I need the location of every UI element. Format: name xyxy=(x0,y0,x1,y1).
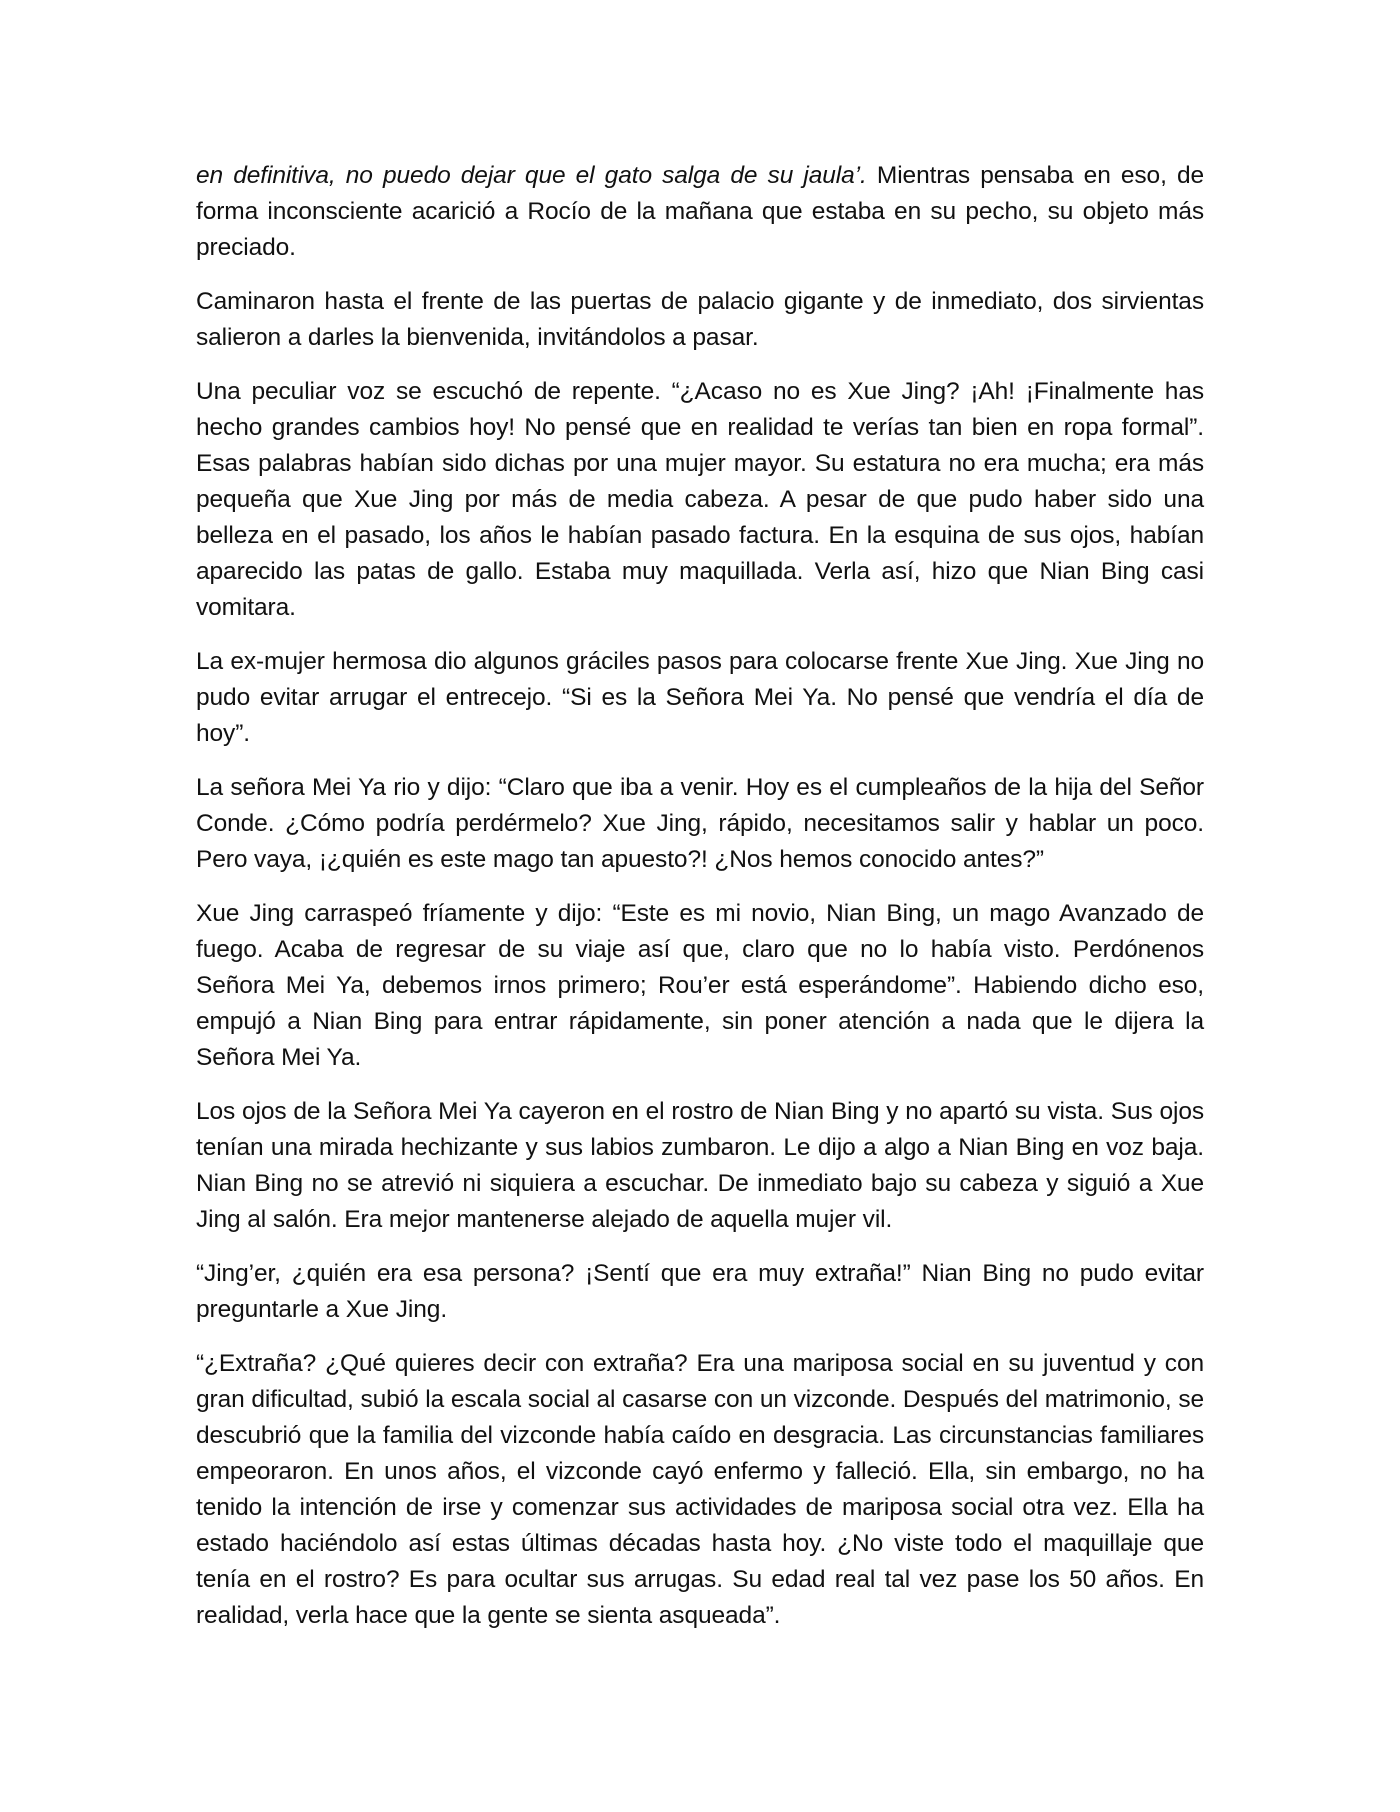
paragraph-1 xyxy=(196,158,1204,266)
italic-lead-text: en definitiva, no puedo dejar que el gato salga de su jaula’. xyxy=(196,162,867,189)
paragraph-1-text: Mientras pensaba en eso, de forma inconsciente acarició a Rocío de la mañana que estaba en su pecho, su objeto más preciado. xyxy=(196,162,1204,261)
paragraph-5: La señora Mei Ya rio y dijo: “Claro que iba a venir. Hoy es el cumpleaños de la hija del Señor Conde. ¿Cómo podría perdérmelo? Xue Jing, rápido, necesitamos salir y hablar un poco. Pero vaya, ¡¿quién es este mago tan apuesto?! ¿Nos hemos conocido antes?” xyxy=(196,774,1204,873)
paragraph-3: Una peculiar voz se escuchó de repente. “¿Acaso no es Xue Jing? ¡Ah! ¡Finalmente has hecho grandes cambios hoy! No pensé que en realidad te verías tan bien en ropa formal”. Esas palabras habían sido dichas por una mujer mayor. Su estatura no era mucha; era más pequeña que Xue Jing por más de media cabeza. A pesar de que pudo haber sido una belleza en el pasado, los años le habían pasado factura. En la esquina de sus ojos, habían aparecido las patas de gallo. Estaba muy maquillada. Verla así, hizo que Nian Bing casi vomitara. xyxy=(196,378,1204,621)
document-page xyxy=(196,158,1204,1652)
paragraph-8: “Jing’er, ¿quién era esa persona? ¡Sentí que era muy extraña!” Nian Bing no pudo evitar preguntarle a Xue Jing. xyxy=(196,1260,1204,1323)
paragraph-7: Los ojos de la Señora Mei Ya cayeron en el rostro de Nian Bing y no apartó su vista. Sus ojos tenían una mirada hechizante y sus labios zumbaron. Le dijo a algo a Nian Bing en voz baja. Nian Bing no se atrevió ni siquiera a escuchar. De inmediato bajo su cabeza y siguió a Xue Jing al salón. Era mejor mantenerse alejado de aquella mujer vil. xyxy=(196,1098,1204,1233)
paragraph-9: “¿Extraña? ¿Qué quieres decir con extraña? Era una mariposa social en su juventud y con gran dificultad, subió la escala social al casarse con un vizconde. Después del matrimonio, se descubrió que la familia del vizconde había caído en desgracia. Las circunstancias familiares empeoraron. En unos años, el vizconde cayó enfermo y falleció. Ella, sin embargo, no ha tenido la intención de irse y comenzar sus actividades de mariposa social otra vez. Ella ha estado haciéndolo así estas últimas décadas hasta hoy. ¿No viste todo el maquillaje que tenía en el rostro? Es para ocultar sus arrugas. Su edad real tal vez pase los 50 años. En realidad, verla hace que la gente se sienta asqueada”. xyxy=(196,1350,1204,1629)
paragraph-4: La ex-mujer hermosa dio algunos gráciles pasos para colocarse frente Xue Jing. Xue Jing no pudo evitar arrugar el entrecejo. “Si es la Señora Mei Ya. No pensé que vendría el día de hoy”. xyxy=(196,648,1204,747)
paragraph-2: Caminaron hasta el frente de las puertas de palacio gigante y de inmediato, dos sirvientas salieron a darles la bienvenida, invitándolos a pasar. xyxy=(196,288,1204,351)
paragraph-6: Xue Jing carraspeó fríamente y dijo: “Este es mi novio, Nian Bing, un mago Avanzado de fuego. Acaba de regresar de su viaje así que, claro que no lo había visto. Perdónenos Señora Mei Ya, debemos irnos primero; Rou’er está esperándome”. Habiendo dicho eso, empujó a Nian Bing para entrar rápidamente, sin poner atención a nada que le dijera la Señora Mei Ya. xyxy=(196,900,1204,1071)
